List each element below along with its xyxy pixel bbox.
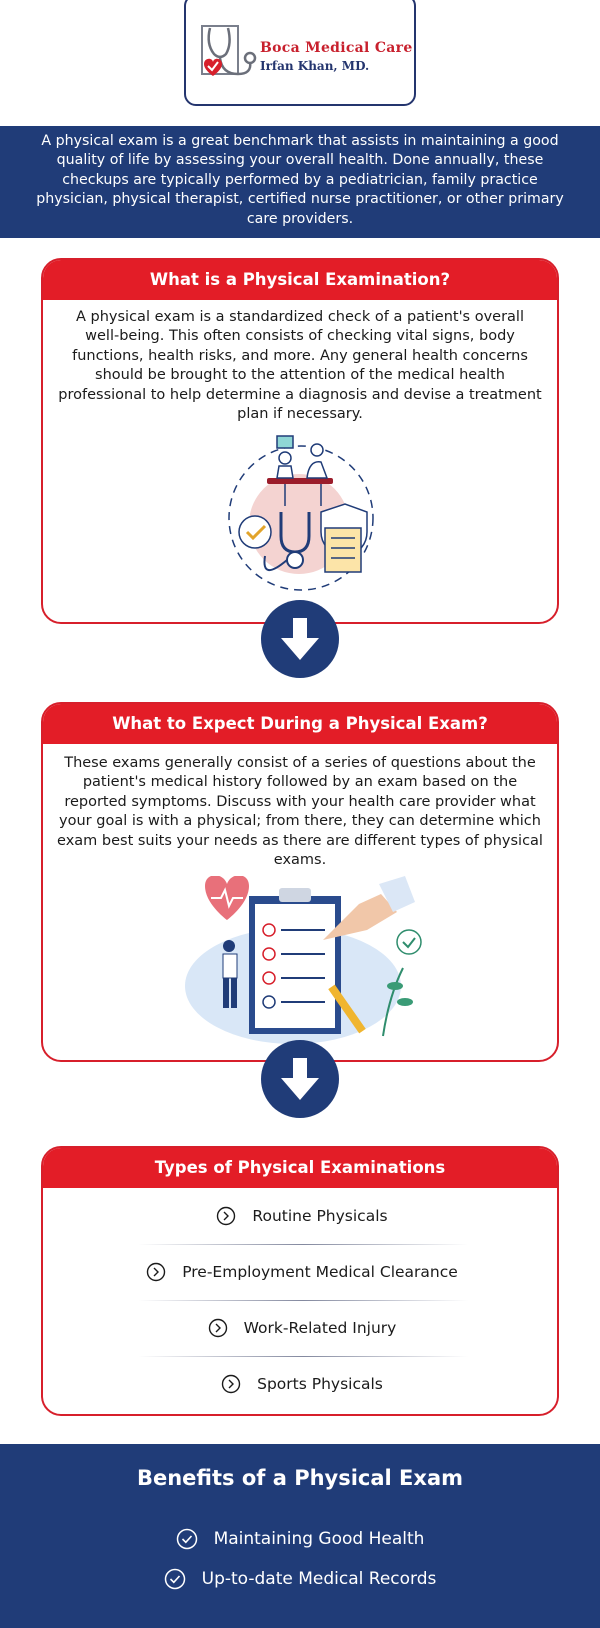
divider xyxy=(138,1300,468,1301)
type-item xyxy=(43,1310,559,1346)
section-types xyxy=(41,1146,559,1416)
logo-box xyxy=(184,0,416,106)
section-title: Types of Physical Examinations xyxy=(43,1148,557,1188)
intro-text: A physical exam is a great benchmark that assists in maintaining a good quality of life by assessing your overall health. Done annually, these checkups are typically performed by a pediatrician, family practice physician, physical therapist, certified nurse practitioner, or other primary care providers. xyxy=(0,126,600,238)
arrow-down-icon xyxy=(261,1040,339,1118)
type-item xyxy=(43,1254,559,1290)
type-item xyxy=(43,1366,559,1402)
exam-illustration xyxy=(221,432,381,592)
checklist-illustration xyxy=(183,876,423,1044)
check-circle-icon xyxy=(176,1528,198,1550)
practice-name: Boca Medical Care xyxy=(260,40,413,56)
section-what-is-physical xyxy=(41,258,559,624)
type-item xyxy=(43,1198,559,1234)
divider xyxy=(138,1356,468,1357)
section-title: What to Expect During a Physical Exam? xyxy=(43,704,557,744)
benefit-label: Maintaining Good Health xyxy=(213,1529,425,1549)
logo xyxy=(200,24,413,84)
chevron-right-circle-icon xyxy=(208,1318,228,1338)
chevron-right-circle-icon xyxy=(146,1262,166,1282)
benefits-section xyxy=(0,1444,600,1628)
benefits-title: Benefits of a Physical Exam xyxy=(136,1466,463,1490)
section-body: A physical exam is a standardized check of a patient's overall well-being. This often consists of checking vital signs, body functions, health risks, and more. Any general health concerns should be brought to the attention of the medical health professional to help determine a diagnosis and devise a treatment plan if necessary. xyxy=(58,309,542,423)
type-label: Routine Physicals xyxy=(252,1207,388,1225)
benefit-item xyxy=(0,1528,600,1550)
type-label: Pre-Employment Medical Clearance xyxy=(182,1263,458,1281)
arrow-down-icon xyxy=(261,600,339,678)
chevron-right-circle-icon xyxy=(221,1374,241,1394)
doctor-name: Irfan Khan, MD. xyxy=(260,59,370,73)
section-title: What is a Physical Examination? xyxy=(43,260,557,300)
benefit-item xyxy=(0,1568,600,1590)
check-circle-icon xyxy=(164,1568,186,1590)
benefit-label: Up-to-date Medical Records xyxy=(201,1569,437,1589)
type-label: Sports Physicals xyxy=(257,1375,383,1393)
type-label: Work-Related Injury xyxy=(243,1319,397,1337)
section-body: These exams generally consist of a series of questions about the patient's medical history followed by an exam based on the reported symptoms. Discuss with your health care provider what your goal is with a physical; from there, they can determine which exam best suits your needs as there are different types of physical exams. xyxy=(57,755,543,869)
stethoscope-heart-logo-icon xyxy=(200,24,258,84)
section-what-to-expect xyxy=(41,702,559,1062)
chevron-right-circle-icon xyxy=(216,1206,236,1226)
divider xyxy=(138,1244,468,1245)
